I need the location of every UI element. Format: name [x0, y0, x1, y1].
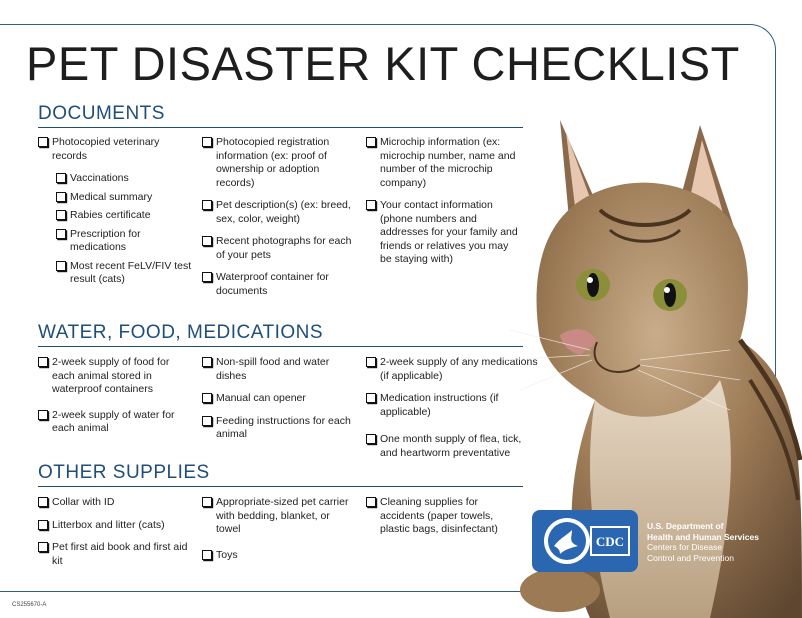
- checkbox-icon[interactable]: [202, 357, 212, 367]
- checkbox-icon[interactable]: [202, 137, 212, 147]
- section-divider: [38, 486, 523, 487]
- checklist-item-label: Prescription for medications: [70, 227, 141, 253]
- checkbox-icon[interactable]: [38, 497, 48, 507]
- checklist-item[interactable]: [38, 541, 193, 568]
- document-code: CS255670-A: [12, 602, 47, 608]
- section-heading-documents: DOCUMENTS: [38, 103, 165, 124]
- agency-name: [647, 521, 777, 563]
- checkbox-icon[interactable]: [366, 497, 376, 507]
- checklist-item[interactable]: [38, 136, 193, 163]
- checklist-column: [202, 496, 357, 571]
- checklist-item[interactable]: [38, 356, 193, 397]
- checklist-item-label: One month supply of flea, tick, and heartworm preventative: [380, 433, 522, 459]
- checkbox-icon[interactable]: [366, 200, 376, 210]
- checklist-item-label: Microchip information (ex: microchip number, name and number of the microchip company): [380, 136, 516, 189]
- checklist-column: [38, 496, 193, 577]
- section-divider: [38, 127, 523, 128]
- checklist-item[interactable]: [366, 136, 521, 190]
- checklist-item-label: Photocopied registration information (ex: proof of ownership or adoption records): [216, 136, 330, 189]
- agency-line: Centers for Disease: [647, 542, 723, 552]
- checkbox-icon[interactable]: [202, 550, 212, 560]
- checkbox-icon[interactable]: [56, 210, 66, 220]
- checklist-item-label: Pet first aid book and first aid kit: [52, 541, 188, 567]
- checkbox-icon[interactable]: [38, 410, 48, 420]
- checkbox-icon[interactable]: [366, 393, 376, 403]
- checkbox-icon[interactable]: [38, 542, 48, 552]
- checklist-item-label: Pet description(s) (ex: breed, sex, color, weight): [216, 199, 351, 225]
- checkbox-icon[interactable]: [56, 261, 66, 271]
- checklist-item[interactable]: [202, 549, 357, 563]
- checklist-item[interactable]: [202, 235, 357, 262]
- checklist-item-label: Toys: [216, 548, 238, 561]
- checkbox-icon[interactable]: [366, 434, 376, 444]
- checklist-item[interactable]: [202, 199, 357, 226]
- checkbox-icon[interactable]: [202, 393, 212, 403]
- agency-line: Health and Human Services: [647, 531, 759, 542]
- checklist-item-label: Feeding instructions for each animal: [216, 414, 351, 440]
- checklist-item-label: Most recent FeLV/FIV test result (cats): [70, 259, 192, 285]
- checklist-item-label: Vaccinations: [70, 172, 129, 184]
- checklist-item-label: Recent photographs for each of your pets: [216, 235, 352, 261]
- checklist-item[interactable]: [56, 191, 193, 205]
- checklist-item-label: Cleaning supplies for accidents (paper towels, plastic bags, disinfectant): [380, 496, 498, 535]
- checklist-item[interactable]: [38, 496, 193, 510]
- checklist-item-label: Your contact information (phone numbers and addresses for your family and friends or relatives you may be staying with): [380, 199, 518, 265]
- checklist-item[interactable]: [38, 409, 193, 436]
- checklist-item[interactable]: [202, 136, 357, 190]
- checkbox-icon[interactable]: [38, 137, 48, 147]
- checklist-item-label: Photocopied veterinary records: [52, 136, 160, 162]
- checklist-item[interactable]: [56, 260, 193, 287]
- checklist-item-label: Manual can opener: [216, 392, 306, 404]
- checklist-item[interactable]: [202, 415, 357, 442]
- checklist-item[interactable]: [56, 209, 193, 223]
- checklist-item-label: Non-spill food and water dishes: [216, 356, 330, 382]
- checkbox-icon[interactable]: [202, 272, 212, 282]
- checklist-item[interactable]: [38, 519, 193, 533]
- checklist-item[interactable]: [56, 172, 193, 186]
- page-title: PET DISASTER KIT CHECKLIST: [26, 37, 740, 90]
- checkbox-icon[interactable]: [202, 497, 212, 507]
- checklist-item-label: Litterbox and litter (cats): [52, 518, 165, 531]
- checklist-item-label: Medical summary: [70, 190, 153, 203]
- cdc-logo-icon: [590, 526, 630, 556]
- checkbox-icon[interactable]: [38, 357, 48, 367]
- checkbox-icon[interactable]: [202, 200, 212, 210]
- checkbox-icon[interactable]: [56, 192, 66, 202]
- checkbox-icon[interactable]: [202, 416, 212, 426]
- checklist-item-label: Collar with ID: [52, 496, 115, 508]
- checkbox-icon[interactable]: [202, 236, 212, 246]
- checklist-item[interactable]: [202, 496, 357, 537]
- agency-line: U.S. Department of: [647, 521, 724, 531]
- checklist-column: [366, 136, 521, 276]
- section-divider: [38, 346, 523, 347]
- section-heading-other-supplies: OTHER SUPPLIES: [38, 462, 210, 483]
- checklist-item-label: 2-week supply of any medications (if applicable): [380, 356, 538, 382]
- section-heading-water-food-medications: WATER, FOOD, MEDICATIONS: [38, 322, 324, 343]
- checklist-item[interactable]: [202, 356, 357, 383]
- checkbox-icon[interactable]: [38, 520, 48, 530]
- checkbox-icon[interactable]: [56, 229, 66, 239]
- checklist-item-label: Medication instructions (if applicable): [380, 392, 499, 418]
- checklist-column: [38, 356, 193, 445]
- checkbox-icon[interactable]: [366, 137, 376, 147]
- checklist-column: [202, 136, 357, 307]
- cdc-logo-text: CDC: [595, 534, 625, 549]
- checklist-item[interactable]: [202, 271, 357, 298]
- checklist-column: [366, 496, 521, 546]
- checklist-column: [38, 136, 193, 292]
- agency-line: Control and Prevention: [647, 552, 734, 563]
- checklist-item[interactable]: [202, 392, 357, 406]
- checklist-item[interactable]: [366, 496, 521, 537]
- checklist-item-label: 2-week supply of water for each animal: [52, 408, 175, 434]
- checklist-item[interactable]: [366, 199, 521, 267]
- checkbox-icon[interactable]: [56, 173, 66, 183]
- checklist-column: [202, 356, 357, 451]
- checklist-item-label: Appropriate-sized pet carrier with bedding, blanket, or towel: [216, 496, 349, 535]
- checklist-item-label: Rabies certificate: [70, 209, 151, 221]
- checkbox-icon[interactable]: [366, 357, 376, 367]
- checklist-item-label: 2-week supply of food for each animal stored in waterproof containers: [52, 356, 170, 395]
- hhs-eagle-icon: [542, 516, 592, 566]
- checklist-item-label: Waterproof container for documents: [216, 271, 329, 297]
- checklist-item[interactable]: [56, 228, 193, 255]
